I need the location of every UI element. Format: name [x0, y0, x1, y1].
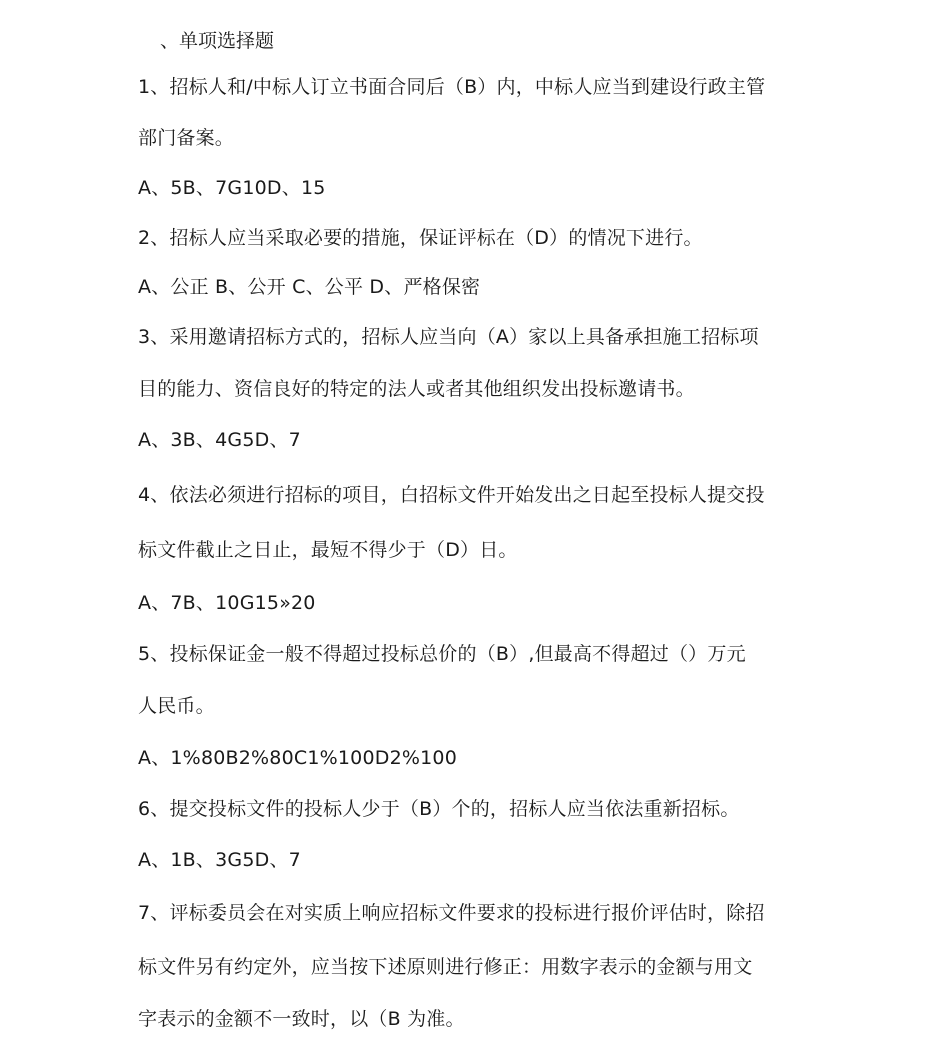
question-6-stem-line-1: 6、提交投标文件的投标人少于（B）个的，招标人应当依法重新招标。	[138, 798, 740, 820]
question-1-stem-line-1: 1、招标人和/中标人订立书面合同后（B）内，中标人应当到建设行政主管	[138, 76, 766, 98]
question-1-options: A、5B、7G10D、15	[138, 177, 326, 199]
section-heading: 、单项选择题	[160, 30, 275, 52]
question-5-stem-line-2: 人民币。	[138, 695, 215, 717]
question-7-stem-line-2: 标文件另有约定外，应当按下述原则进行修正：用数字表示的金额与用文	[138, 956, 753, 978]
question-5-stem-line-1: 5、投标保证金一般不得超过投标总价的（B）,但最高不得超过（）万元	[138, 643, 746, 665]
question-5-options: A、1%80B2%80C1%100D2%100	[138, 747, 457, 769]
question-3-options: A、3B、4G5D、7	[138, 429, 301, 451]
question-2-options: A、公正 B、公开 C、公平 D、严格保密	[138, 276, 481, 298]
question-3-stem-line-1: 3、采用邀请招标方式的，招标人应当向（A）家以上具备承担施工招标项	[138, 326, 759, 348]
question-1-stem-line-2: 部门备案。	[138, 127, 235, 149]
question-6-options: A、1B、3G5D、7	[138, 849, 301, 871]
question-7-stem-line-3: 字表示的金额不一致时，以（B 为准。	[138, 1008, 465, 1030]
question-4-stem-line-1: 4、依法必须进行招标的项目，白招标文件开始发出之日起至投标人提交投	[138, 484, 765, 506]
question-2-stem-line-1: 2、招标人应当采取必要的措施，保证评标在（D）的情况下进行。	[138, 227, 703, 249]
question-4-options: A、7B、10G15»20	[138, 592, 316, 614]
question-7-stem-line-1: 7、评标委员会在对实质上响应招标文件要求的投标进行报价评估时，除招	[138, 902, 765, 924]
question-3-stem-line-2: 目的能力、资信良好的特定的法人或者其他组织发出投标邀请书。	[138, 378, 695, 400]
question-4-stem-line-2: 标文件截止之日止，最短不得少于（D）日。	[138, 539, 518, 561]
